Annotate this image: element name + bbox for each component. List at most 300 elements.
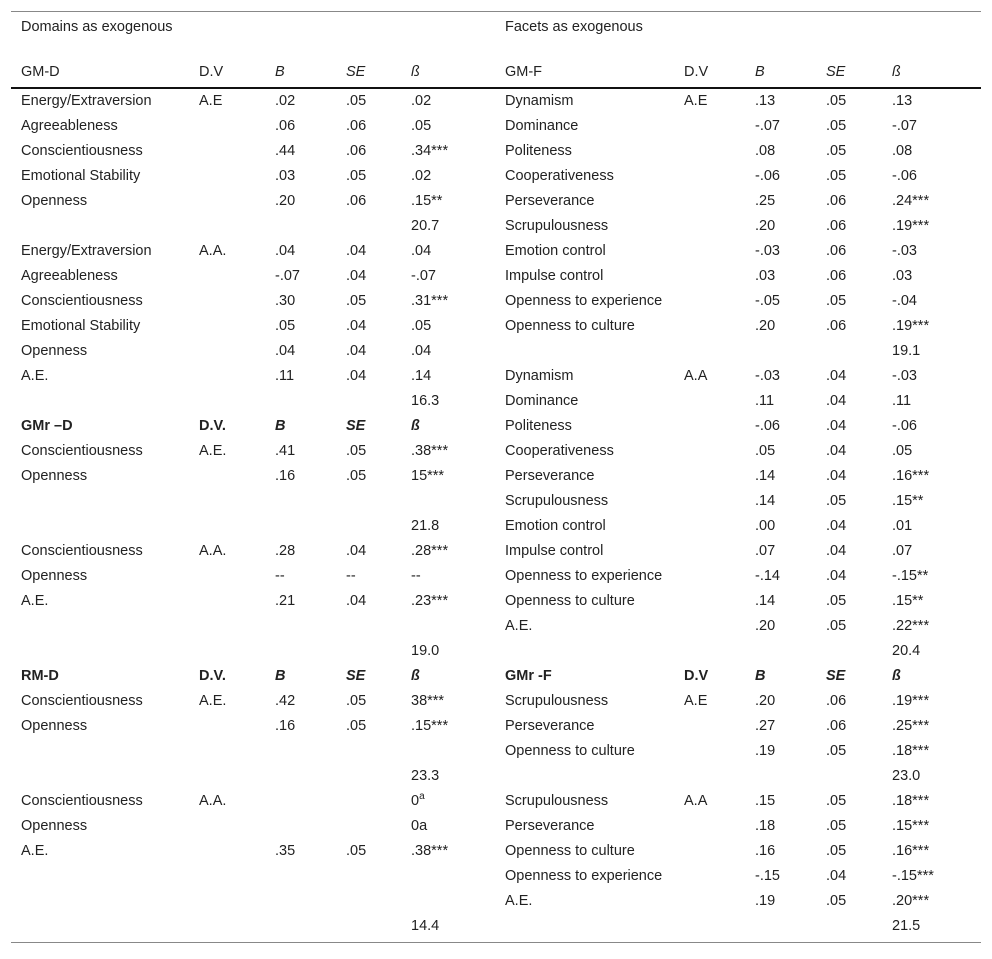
beta-cell	[411, 714, 495, 739]
se-cell	[826, 514, 892, 539]
cell-text: -.07	[755, 118, 780, 134]
dv-cell	[199, 389, 275, 414]
facet-cell	[495, 389, 684, 414]
cell-text: A.A.	[199, 543, 227, 559]
b-cell	[275, 264, 346, 289]
cell-text: Emotion control	[505, 518, 606, 534]
dv-cell	[684, 864, 755, 889]
beta-cell	[411, 214, 495, 239]
b-cell	[755, 839, 826, 864]
cell-text: .04	[826, 418, 847, 434]
se-cell	[346, 314, 411, 339]
se-cell	[346, 389, 411, 414]
b-cell	[755, 189, 826, 214]
beta-cell	[411, 464, 495, 489]
dv-cell	[199, 664, 275, 689]
b-cell	[275, 289, 346, 314]
facet-cell	[495, 564, 684, 589]
se-cell	[346, 514, 411, 539]
dv-cell	[199, 264, 275, 289]
cell-text: Dynamism	[505, 93, 574, 109]
cell-text: -.07	[275, 268, 300, 284]
cell-text: Politeness	[505, 143, 572, 159]
beta-cell	[892, 339, 981, 364]
cell-text: .04	[346, 318, 367, 334]
dv-cell	[684, 289, 755, 314]
b-cell	[275, 539, 346, 564]
table-row	[11, 464, 981, 489]
cell-text: Conscientiousness	[21, 793, 143, 809]
cell-text: .23***	[411, 593, 449, 609]
cell-text: .30	[275, 293, 296, 309]
b-cell	[275, 914, 346, 943]
cell-text: Agreeableness	[21, 118, 118, 134]
cell-text: .13	[892, 93, 913, 109]
se-cell	[826, 189, 892, 214]
facet-cell	[495, 439, 684, 464]
se-cell	[826, 689, 892, 714]
cell-text: .42	[275, 693, 296, 709]
beta-cell	[892, 814, 981, 839]
column-header-row	[11, 56, 981, 88]
cell-text: .20***	[892, 893, 930, 909]
cell-text: .07	[892, 543, 913, 559]
dv-cell	[684, 139, 755, 164]
dv-cell	[199, 214, 275, 239]
dv-cell	[199, 464, 275, 489]
dv-cell	[684, 889, 755, 914]
cell-text: -.03	[755, 368, 780, 384]
col-header-b-left: B	[275, 56, 346, 88]
cell-text: Emotional Stability	[21, 168, 141, 184]
cell-text: .05	[346, 843, 367, 859]
cell-text: -.14	[755, 568, 780, 584]
facet-cell	[495, 789, 684, 814]
table-row	[11, 289, 981, 314]
predictor-cell	[11, 639, 199, 664]
se-cell	[346, 464, 411, 489]
cell-text: 20.4	[892, 643, 921, 659]
b-cell	[275, 714, 346, 739]
cell-text: .05	[826, 168, 847, 184]
beta-cell	[892, 564, 981, 589]
beta-cell	[892, 289, 981, 314]
cell-text: .25	[755, 193, 776, 209]
cell-text: .04	[346, 343, 367, 359]
cell-text: 21.8	[411, 518, 440, 534]
beta-cell	[411, 88, 495, 114]
se-cell	[826, 164, 892, 189]
table-row	[11, 864, 981, 889]
b-cell	[275, 589, 346, 614]
table-body	[11, 12, 981, 943]
cell-text: B	[275, 668, 286, 684]
dv-cell	[684, 389, 755, 414]
cell-text: .06	[275, 118, 296, 134]
b-cell	[275, 814, 346, 839]
cell-text: 38***	[411, 693, 445, 709]
beta-cell	[892, 539, 981, 564]
dv-cell	[199, 864, 275, 889]
se-cell	[826, 714, 892, 739]
cell-text: .08	[892, 143, 913, 159]
cell-text: Conscientiousness	[21, 543, 143, 559]
cell-text: -.06	[755, 168, 780, 184]
facet-cell	[495, 339, 684, 364]
se-cell	[826, 814, 892, 839]
facet-cell	[495, 214, 684, 239]
predictor-cell	[11, 614, 199, 639]
cell-text: A.E.	[21, 843, 49, 859]
b-cell	[755, 489, 826, 514]
cell-text: 15***	[411, 468, 445, 484]
se-cell	[346, 289, 411, 314]
dv-cell	[199, 414, 275, 439]
cell-text: Cooperativeness	[505, 443, 614, 459]
dv-cell	[199, 689, 275, 714]
b-cell	[275, 239, 346, 264]
dv-cell	[199, 339, 275, 364]
facet-cell	[495, 314, 684, 339]
predictor-cell	[11, 689, 199, 714]
predictor-cell	[11, 664, 199, 689]
cell-text: Perseverance	[505, 718, 595, 734]
dv-cell	[199, 364, 275, 389]
dv-cell	[684, 88, 755, 114]
cell-text: Energy/Extraversion	[21, 243, 152, 259]
se-cell	[346, 589, 411, 614]
cell-text: .28***	[411, 543, 449, 559]
cell-text: .15***	[892, 818, 930, 834]
se-cell	[346, 664, 411, 689]
beta-cell	[411, 664, 495, 689]
table-row	[11, 264, 981, 289]
beta-cell	[411, 414, 495, 439]
se-cell	[346, 264, 411, 289]
se-cell	[826, 914, 892, 943]
cell-text: .04	[826, 443, 847, 459]
blank-cell	[199, 12, 495, 56]
beta-cell	[892, 914, 981, 943]
dv-cell	[684, 414, 755, 439]
beta-cell	[411, 439, 495, 464]
dv-cell	[684, 564, 755, 589]
cell-text: .04	[346, 543, 367, 559]
cell-text: .05	[346, 693, 367, 709]
facet-cell	[495, 589, 684, 614]
b-cell	[755, 914, 826, 943]
b-cell	[755, 739, 826, 764]
predictor-cell	[11, 514, 199, 539]
b-cell	[755, 539, 826, 564]
table-row	[11, 139, 981, 164]
col-header-gm-d: GM-D	[11, 56, 199, 88]
se-cell	[826, 464, 892, 489]
beta-cell	[411, 189, 495, 214]
cell-text: Conscientiousness	[21, 693, 143, 709]
cell-text: 23.0	[892, 768, 921, 784]
dv-cell	[684, 114, 755, 139]
dv-cell	[199, 639, 275, 664]
cell-text: Dynamism	[505, 368, 574, 384]
dv-cell	[199, 614, 275, 639]
cell-text: .05	[411, 318, 432, 334]
table-row	[11, 614, 981, 639]
cell-text: .20	[755, 618, 776, 634]
beta-cell	[411, 314, 495, 339]
se-cell	[346, 114, 411, 139]
table-row	[11, 389, 981, 414]
cell-text: .15***	[411, 718, 449, 734]
cell-text: Openness	[21, 468, 88, 484]
dv-cell	[684, 339, 755, 364]
b-cell	[755, 339, 826, 364]
cell-text: .06	[826, 718, 847, 734]
cell-text: GMr –D	[21, 418, 73, 434]
b-cell	[755, 614, 826, 639]
cell-text: .04	[411, 343, 432, 359]
facet-cell	[495, 514, 684, 539]
cell-text: .38***	[411, 443, 449, 459]
b-cell	[755, 214, 826, 239]
b-cell	[275, 189, 346, 214]
predictor-cell	[11, 114, 199, 139]
b-cell	[275, 739, 346, 764]
predictor-cell	[11, 189, 199, 214]
b-cell	[755, 439, 826, 464]
table-row	[11, 189, 981, 214]
dv-cell	[199, 314, 275, 339]
dv-cell	[199, 139, 275, 164]
b-cell	[755, 314, 826, 339]
cell-text: .15	[755, 793, 776, 809]
cell-text: A.E.	[21, 593, 49, 609]
se-cell	[826, 214, 892, 239]
b-cell	[755, 364, 826, 389]
beta-cell	[411, 489, 495, 514]
beta-cell	[892, 189, 981, 214]
b-cell	[755, 789, 826, 814]
cell-text: .00	[755, 518, 776, 534]
cell-text: .19	[755, 743, 776, 759]
table-row	[11, 814, 981, 839]
cell-text: -.04	[892, 293, 917, 309]
table-row	[11, 839, 981, 864]
table-row	[11, 164, 981, 189]
facet-cell	[495, 489, 684, 514]
b-cell	[275, 164, 346, 189]
cell-text: ß	[411, 418, 420, 434]
cell-text: .04	[275, 243, 296, 259]
predictor-cell	[11, 764, 199, 789]
cell-text: .19	[755, 893, 776, 909]
dv-cell	[684, 364, 755, 389]
b-cell	[755, 764, 826, 789]
cell-text: .05	[275, 318, 296, 334]
se-cell	[346, 239, 411, 264]
b-cell	[275, 88, 346, 114]
b-cell	[275, 339, 346, 364]
dv-cell	[684, 764, 755, 789]
beta-cell	[411, 614, 495, 639]
cell-text: .05	[826, 618, 847, 634]
dv-cell	[684, 514, 755, 539]
cell-text: .02	[275, 93, 296, 109]
dv-cell	[684, 264, 755, 289]
cell-text: -.07	[892, 118, 917, 134]
se-cell	[826, 539, 892, 564]
cell-text: .04	[826, 568, 847, 584]
facet-cell	[495, 414, 684, 439]
b-cell	[755, 714, 826, 739]
cell-text: Dominance	[505, 118, 579, 134]
cell-text: .22***	[892, 618, 930, 634]
cell-text: .20	[275, 193, 296, 209]
se-cell	[346, 614, 411, 639]
cell-text: Perseverance	[505, 468, 595, 484]
predictor-cell	[11, 464, 199, 489]
col-header-dv-right: D.V	[684, 56, 755, 88]
cell-text: .16***	[892, 468, 930, 484]
cell-text: A.A	[684, 368, 708, 384]
beta-cell	[892, 264, 981, 289]
b-cell	[755, 514, 826, 539]
cell-text: 21.5	[892, 918, 921, 934]
se-cell	[826, 664, 892, 689]
dv-cell	[199, 914, 275, 943]
table-row	[11, 689, 981, 714]
cell-text: .04	[826, 368, 847, 384]
cell-text: .05	[346, 468, 367, 484]
cell-text: B	[275, 418, 286, 434]
cell-text: .05	[411, 118, 432, 134]
beta-cell	[892, 889, 981, 914]
beta-cell	[892, 414, 981, 439]
se-cell	[826, 889, 892, 914]
cell-text: A.E.	[199, 693, 227, 709]
cell-text: .08	[755, 143, 776, 159]
b-cell	[755, 864, 826, 889]
beta-cell	[411, 264, 495, 289]
cell-text: .11	[892, 393, 912, 409]
facet-cell	[495, 839, 684, 864]
cell-text: --	[411, 568, 421, 584]
cell-text: Openness	[21, 818, 88, 834]
table-row	[11, 889, 981, 914]
b-cell	[275, 839, 346, 864]
cell-text: .34***	[411, 143, 449, 159]
cell-text: -.07	[411, 268, 436, 284]
cell-text: RM-D	[21, 668, 59, 684]
beta-cell	[892, 389, 981, 414]
se-cell	[346, 189, 411, 214]
cell-text: .16	[275, 468, 296, 484]
beta-cell	[892, 314, 981, 339]
dv-cell	[684, 664, 755, 689]
b-cell	[275, 489, 346, 514]
cell-text: .16	[755, 843, 776, 859]
dv-cell	[199, 88, 275, 114]
beta-cell	[411, 139, 495, 164]
cell-text: .14	[755, 593, 776, 609]
cell-text: Openness	[21, 568, 88, 584]
b-cell	[755, 464, 826, 489]
b-cell	[755, 139, 826, 164]
predictor-cell	[11, 214, 199, 239]
dv-cell	[199, 514, 275, 539]
cell-text: .05	[826, 143, 847, 159]
se-cell	[826, 614, 892, 639]
dv-cell	[199, 114, 275, 139]
cell-text: Politeness	[505, 418, 572, 434]
cell-text: .04	[826, 518, 847, 534]
se-cell	[346, 789, 411, 814]
dv-cell	[199, 289, 275, 314]
table-row	[11, 739, 981, 764]
cell-text: SE	[346, 418, 366, 434]
cell-text: ß	[411, 668, 420, 684]
facet-cell	[495, 239, 684, 264]
se-cell	[346, 364, 411, 389]
cell-text: .05	[826, 843, 847, 859]
cell-text: .04	[826, 868, 847, 884]
b-cell	[275, 114, 346, 139]
dv-cell	[199, 189, 275, 214]
predictor-cell	[11, 564, 199, 589]
cell-text: .05	[826, 818, 847, 834]
cell-text: Cooperativeness	[505, 168, 614, 184]
table-row	[11, 664, 981, 689]
se-cell	[346, 739, 411, 764]
se-cell	[826, 639, 892, 664]
facet-cell	[495, 664, 684, 689]
cell-text: 19.1	[892, 343, 921, 359]
facets-section-title: Facets as exogenous	[505, 19, 643, 35]
cell-text: .18***	[892, 793, 930, 809]
cell-text: Conscientiousness	[21, 443, 143, 459]
dv-cell	[684, 614, 755, 639]
table-row	[11, 489, 981, 514]
cell-text: A.A.	[199, 243, 227, 259]
facet-cell	[495, 764, 684, 789]
b-cell	[275, 664, 346, 689]
predictor-cell	[11, 489, 199, 514]
cell-text: .05	[826, 118, 847, 134]
se-cell	[826, 239, 892, 264]
se-cell	[346, 689, 411, 714]
cell-text: 14.4	[411, 918, 440, 934]
table-row	[11, 339, 981, 364]
dv-cell	[684, 214, 755, 239]
dv-cell	[199, 714, 275, 739]
facet-cell	[495, 539, 684, 564]
cell-text: .02	[411, 93, 432, 109]
beta-cell	[892, 114, 981, 139]
table-row	[11, 564, 981, 589]
b-cell	[275, 414, 346, 439]
cell-text: .05	[826, 743, 847, 759]
beta-cell	[411, 639, 495, 664]
se-cell	[346, 639, 411, 664]
b-cell	[275, 214, 346, 239]
facet-cell	[495, 88, 684, 114]
col-header-beta-left: ß	[411, 56, 495, 88]
facet-cell	[495, 114, 684, 139]
se-cell	[826, 88, 892, 114]
se-cell	[826, 264, 892, 289]
predictor-cell	[11, 139, 199, 164]
se-cell	[346, 839, 411, 864]
